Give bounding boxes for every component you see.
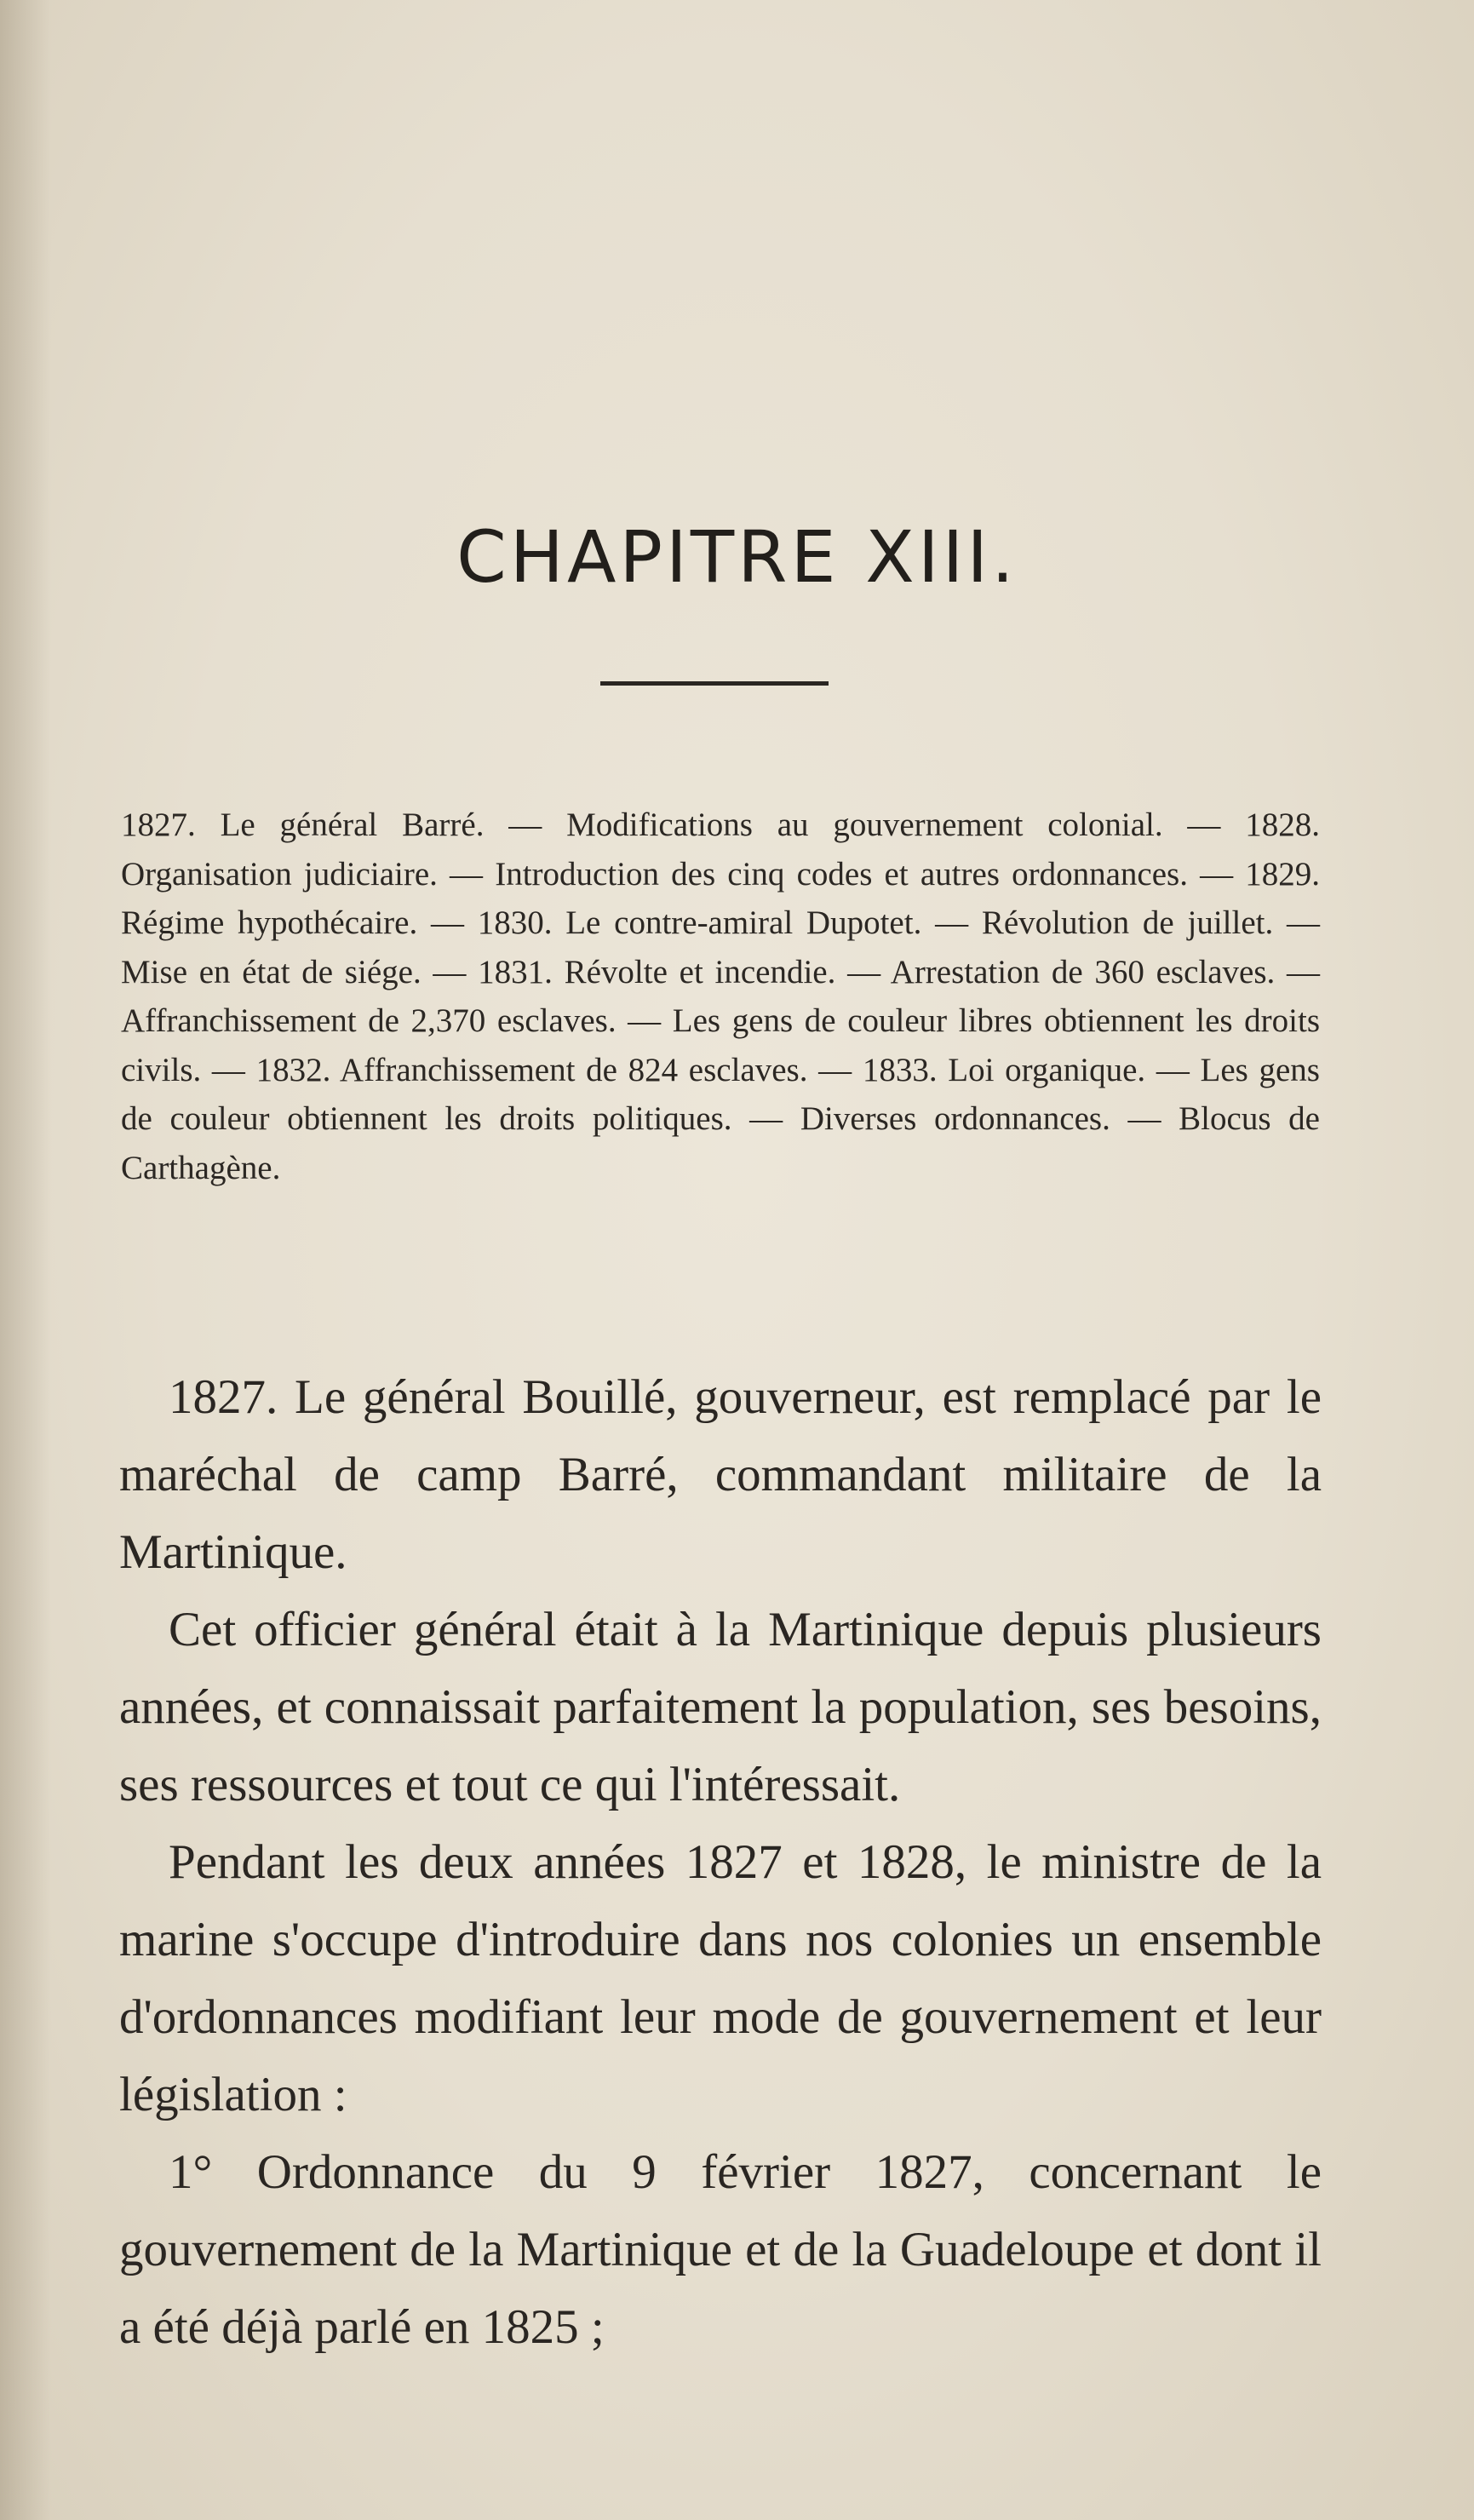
body-paragraph: Pendant les deux années 1827 et 1828, le ministre de la marine s'occupe d'introduire dans nos colonies un ensemble d'ordonnances modifiant leur mode de gouvernement et leur législation : (119, 1835, 1322, 2121)
chapter-summary: 1827. Le général Barré. — Modifications au gouvernement colonial. — 1828. Organisation judiciaire. — Introduction des cinq codes et autres ordonnances. — 1829. Régime hypothécaire. — 1830. Le contre-amiral Dupotet. — Révolution de juillet. — Mise en état de siége. — 1831. Révolte et incendie. — Arrestation de 360 esclaves. — Affranchissement de 2,370 esclaves. — Les gens de couleur libres obtiennent les droits civils. — 1832. Affranchissement de 824 esclaves. — 1833. Loi organique. — Les gens de couleur obtiennent les droits politiques. — Diverses ordonnances. — Blocus de Carthagène. (121, 807, 1320, 1186)
title-rule (600, 681, 829, 686)
body-paragraph: 1827. Le général Bouillé, gouverneur, est remplacé par le maréchal de camp Barré, commandant militaire de la Martinique. (119, 1370, 1322, 1579)
body-paragraph: Cet officier général était à la Martinique depuis plusieurs années, et connaissait parfaitement la population, ses besoins, ses ressources et tout ce qui l'intéressait. (119, 1603, 1322, 1811)
chapter-title: CHAPITRE XIII. (456, 515, 1018, 599)
page-edge-shadow (0, 0, 51, 2520)
body-text (119, 1358, 1322, 2366)
body-paragraph: 1° Ordonnance du 9 février 1827, concernant le gouvernement de la Martinique et de la Guadeloupe et dont il a été déjà parlé en 1825 ; (119, 2145, 1322, 2354)
